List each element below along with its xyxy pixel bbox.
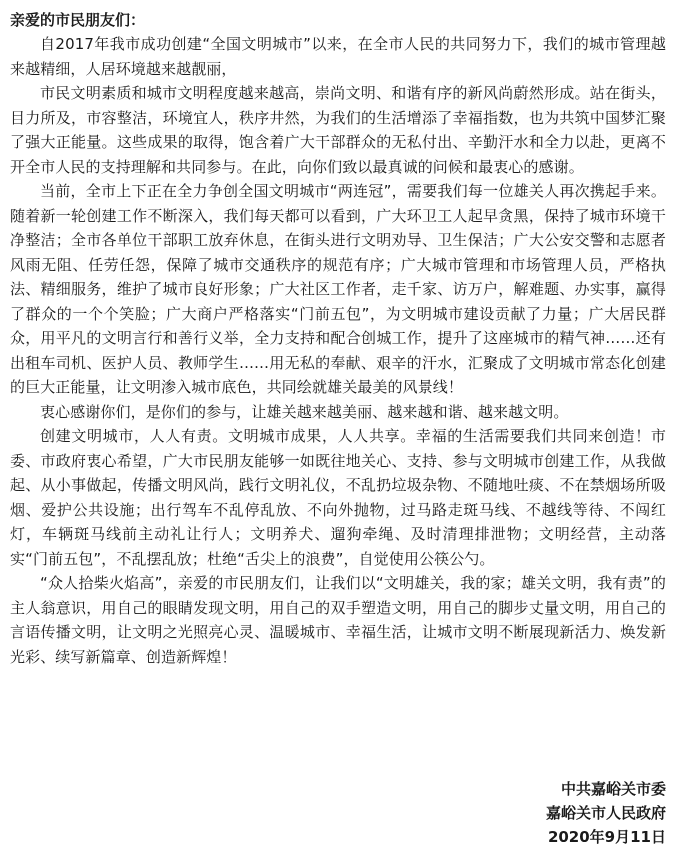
paragraph: 当前，全市上下正在全力争创全国文明城市“两连冠”，需要我们每一位雄关人再次携起手来。随着新一轮创建工作不断深入，我们每天都可以看到，广大环卫工人起早贪黑，保持了城市环境干净整洁；全市各单位干部职工放弃休息，在街头进行文明劝导、卫生保洁；广大公安交警和志愿者风雨无阻、任劳任怨，保障了城市交通秩序的规范有序；广大城市管理和市场管理人员，严格执法、精细服务，维护了城市良好形象；广大社区工作者，走千家、访万户，解难题、办实事，赢得了群众的一个个笑脸；广大商户严格落实“门前五包”，为文明城市建设贡献了力量；广大居民群众，用平凡的文明言行和善行义举，全力支持和配合创城工作，提升了这座城市的精气神……还有出租车司机、医护人员、教师学生……用无私的奉献、艰辛的汗水，汇聚成了文明城市常态化创建的巨大正能量，让文明渗入城市底色，共同绘就雄关最美的风景线！	[10, 182, 666, 396]
salutation: 亲爱的市民朋友们：	[10, 11, 146, 29]
signature-issuer-party: 中共嘉峪关市委	[560, 780, 666, 798]
paragraph: “众人拾柴火焰高”，亲爱的市民朋友们，让我们以“文明雄关，我的家；雄关文明，我有责”的主人翁意识，用自己的眼睛发现文明，用自己的双手塑造文明，用自己的脚步丈量文明，用自己的言语传播文明，让文明之光照亮心灵、温暖城市、幸福生活，让城市文明不断展现新活力、焕发新光彩、续写新篇章、创造新辉煌！	[10, 574, 666, 666]
signature-block	[546, 777, 666, 849]
paragraph: 自2017年我市成功创建“全国文明城市”以来，在全市人民的共同努力下，我们的城市管理越来越精细，人居环境越来越靓丽，	[10, 35, 666, 78]
paragraph: 创建文明城市，人人有责。文明城市成果，人人共享。幸福的生活需要我们共同来创造！市委、市政府衷心希望，广大市民朋友能够一如既往地关心、支持、参与文明城市创建工作，从我做起、从小事做起，传播文明风尚，践行文明礼仪，不乱扔垃圾杂物、不随地吐痰、不在禁烟场所吸烟、爱护公共设施；出行驾车不乱停乱放、不向外抛物，过马路走斑马线、不越线等待、不闯红灯，车辆斑马线前主动礼让行人；文明养犬、遛狗牵绳、及时清理排泄物；文明经营，主动落实“门前五包”，不乱摆乱放；杜绝“舌尖上的浪费”，自觉使用公筷公勺。	[10, 427, 666, 568]
signature-issuer-government: 嘉峪关市人民政府	[545, 804, 666, 822]
signature-date: 2020年9月11日	[547, 828, 666, 846]
paragraph: 市民文明素质和城市文明程度越来越高，崇尚文明、和谐有序的新风尚蔚然形成。站在街头，目力所及，市容整洁，环境宜人，秩序井然，为我们的生活增添了幸福指数，也为共筑中国梦汇聚了强大正能量。这些成果的取得，饱含着广大干部群众的无私付出、辛勤汗水和全力以赴，更离不开全市人民的支持理解和共同参与。在此，向你们致以最真诚的问候和最衷心的感谢。	[10, 84, 666, 176]
paragraph: 衷心感谢你们，是你们的参与，让雄关越来越美丽、越来越和谐、越来越文明。	[40, 402, 569, 421]
